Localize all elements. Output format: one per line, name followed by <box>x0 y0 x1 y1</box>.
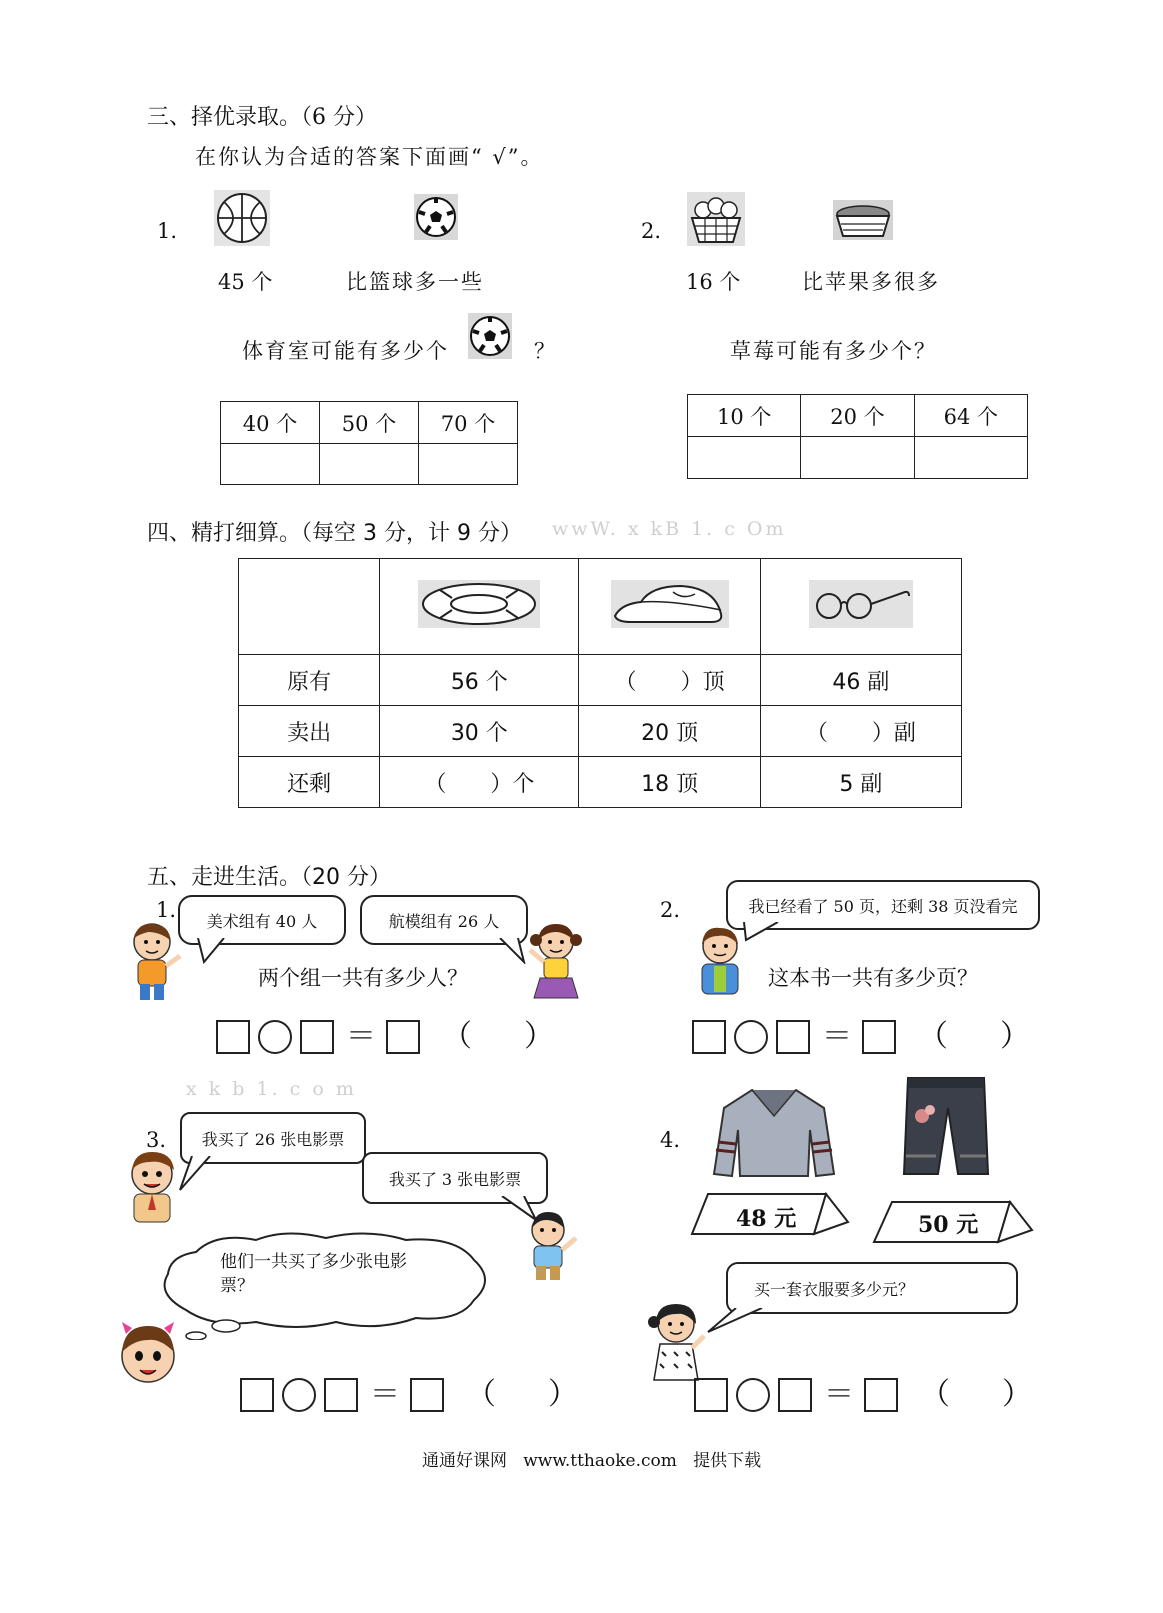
section3-title: 三、择优录取。（6 分） <box>147 105 377 130</box>
cell-original-ring: 56 个 <box>380 655 579 706</box>
q5-1-equation <box>216 1020 554 1054</box>
boy-cartoon-icon <box>124 1150 182 1224</box>
paren-close: ） <box>1002 1377 1032 1412</box>
glasses-header <box>760 559 961 655</box>
q1-check-cell-3[interactable] <box>419 444 518 485</box>
soccer-ball-icon <box>468 313 512 359</box>
q2-question: 草莓可能有多少个？ <box>730 339 937 363</box>
basketball-icon <box>214 190 270 246</box>
q2-check-cell-2[interactable] <box>801 437 914 479</box>
soccer-ball-icon <box>414 194 458 240</box>
q2-number: 2. <box>641 219 662 243</box>
apple-basket-icon <box>687 192 745 246</box>
cell-left-cap: 18 顶 <box>579 757 760 808</box>
swim-ring-icon <box>418 580 540 628</box>
equals-sign: ＝ <box>346 1019 376 1054</box>
footer: 通通好课网 www.tthaoke.com 提供下载 <box>422 1451 762 1471</box>
cell-original-glasses: 46 副 <box>760 655 961 706</box>
boy-reader-cartoon-icon <box>690 924 750 1000</box>
q1-option-2: 50 个 <box>320 402 419 444</box>
speech-bubble-clothes <box>726 1262 1018 1314</box>
q1-left-value: 45 个 <box>218 270 273 294</box>
cell-left-ring[interactable]: （ ）个 <box>380 757 579 808</box>
q2-left-value: 16 个 <box>686 270 741 294</box>
q1-check-cell-2[interactable] <box>320 444 419 485</box>
paren-close: ） <box>1000 1019 1030 1054</box>
sweater-icon <box>712 1086 836 1182</box>
answer-box[interactable] <box>778 1378 812 1412</box>
glasses-icon <box>809 580 913 628</box>
q5-2-question: 这本书一共有多少页？ <box>768 966 978 990</box>
answer-box[interactable] <box>240 1378 274 1412</box>
operator-circle[interactable] <box>258 1020 292 1054</box>
corner-cell <box>239 559 380 655</box>
watermark: x k b 1. c o m <box>186 1078 357 1100</box>
answer-box[interactable] <box>410 1378 444 1412</box>
girl-cartoon-icon <box>114 1322 180 1392</box>
paren-close: ） <box>548 1377 578 1412</box>
price-sweater: 48 元 <box>736 1206 797 1232</box>
q2-right-value: 比苹果多很多 <box>802 270 940 294</box>
bubble-text: 我买了 26 张电影票 <box>201 1129 345 1149</box>
row-label-left: 还剩 <box>239 757 380 808</box>
q5-4-number: 4. <box>660 1128 681 1152</box>
bubble-text: 美术组有 40 人 <box>206 911 318 931</box>
equals-sign: ＝ <box>822 1019 852 1054</box>
answer-box[interactable] <box>694 1378 728 1412</box>
answer-box[interactable] <box>692 1020 726 1054</box>
q5-3-number: 3. <box>146 1128 167 1152</box>
bubble-tail <box>706 1308 766 1334</box>
thought-text: 他们一共买了多少张电影票？ <box>220 1252 407 1296</box>
q1-option-1: 40 个 <box>221 402 320 444</box>
cell-sold-cap: 20 顶 <box>579 706 760 757</box>
paren-open: （ <box>918 1019 948 1054</box>
q2-answer-table <box>687 394 1028 479</box>
bubble-text: 我已经看了 50 页，还剩 38 页没看完 <box>748 896 1018 916</box>
q2-option-1: 10 个 <box>688 395 801 437</box>
price-jeans: 50 元 <box>918 1212 979 1238</box>
operator-circle[interactable] <box>736 1378 770 1412</box>
q5-1-question: 两个组一共有多少人？ <box>258 966 468 990</box>
q1-number: 1. <box>157 219 178 243</box>
inventory-table <box>238 558 962 808</box>
q2-check-cell-1[interactable] <box>688 437 801 479</box>
q5-1-number: 1. <box>156 898 177 922</box>
answer-box[interactable] <box>776 1020 810 1054</box>
bubble-tail <box>178 1156 212 1192</box>
operator-circle[interactable] <box>282 1378 316 1412</box>
section4-title: 四、精打细算。（每空 3 分，计 9 分） <box>147 521 522 546</box>
section5-title: 五、走进生活。（20 分） <box>147 865 391 890</box>
q1-right-value: 比篮球多一些 <box>346 270 484 294</box>
q1-option-3: 70 个 <box>419 402 518 444</box>
boy-waving-cartoon-icon <box>518 1210 580 1284</box>
girl-cartoon-icon <box>522 920 588 1004</box>
row-label-original: 原有 <box>239 655 380 706</box>
q2-check-cell-3[interactable] <box>914 437 1027 479</box>
watermark: wwW. x kB 1. c Om <box>552 518 787 540</box>
equals-sign: ＝ <box>824 1377 854 1412</box>
q5-2-number: 2. <box>660 898 681 922</box>
q1-answer-table <box>220 401 518 485</box>
paren-open: （ <box>466 1377 496 1412</box>
bubble-tail <box>196 938 226 964</box>
answer-box[interactable] <box>864 1378 898 1412</box>
cell-left-glasses: 5 副 <box>760 757 961 808</box>
answer-box[interactable] <box>216 1020 250 1054</box>
q2-option-2: 20 个 <box>801 395 914 437</box>
answer-box[interactable] <box>300 1020 334 1054</box>
boy-cartoon-icon <box>124 920 188 1006</box>
paren-close: ） <box>524 1019 554 1054</box>
cap-header <box>579 559 760 655</box>
paren-open: （ <box>442 1019 472 1054</box>
jeans-icon <box>900 1074 992 1182</box>
cell-sold-glasses[interactable]: （ ）副 <box>760 706 961 757</box>
bubble-text: 航模组有 26 人 <box>388 911 500 931</box>
row-label-sold: 卖出 <box>239 706 380 757</box>
equals-sign: ＝ <box>370 1377 400 1412</box>
q1-check-cell-1[interactable] <box>221 444 320 485</box>
q5-2-equation <box>692 1020 1030 1054</box>
q5-4-equation <box>694 1378 1032 1412</box>
cap-icon <box>611 580 729 628</box>
bubble-text: 我买了 3 张电影票 <box>388 1169 522 1189</box>
q1-question: 体育室可能有多少个 <box>242 339 449 363</box>
operator-circle[interactable] <box>734 1020 768 1054</box>
answer-box[interactable] <box>324 1378 358 1412</box>
swim-ring-header <box>380 559 579 655</box>
section3-instruction: 在你认为合适的答案下面画“ √”。 <box>195 145 544 169</box>
cell-sold-ring: 30 个 <box>380 706 579 757</box>
bubble-text: 买一套衣服要多少元？ <box>754 1279 915 1299</box>
answer-box[interactable] <box>386 1020 420 1054</box>
q1-question-mark: ？ <box>534 339 555 363</box>
paren-open: （ <box>920 1377 950 1412</box>
q2-option-3: 64 个 <box>914 395 1027 437</box>
girl-shopper-cartoon-icon <box>646 1300 710 1384</box>
q5-3-equation <box>240 1378 578 1412</box>
answer-box[interactable] <box>862 1020 896 1054</box>
cell-original-cap[interactable]: （ ）顶 <box>579 655 760 706</box>
strawberry-basket-icon <box>833 200 893 240</box>
